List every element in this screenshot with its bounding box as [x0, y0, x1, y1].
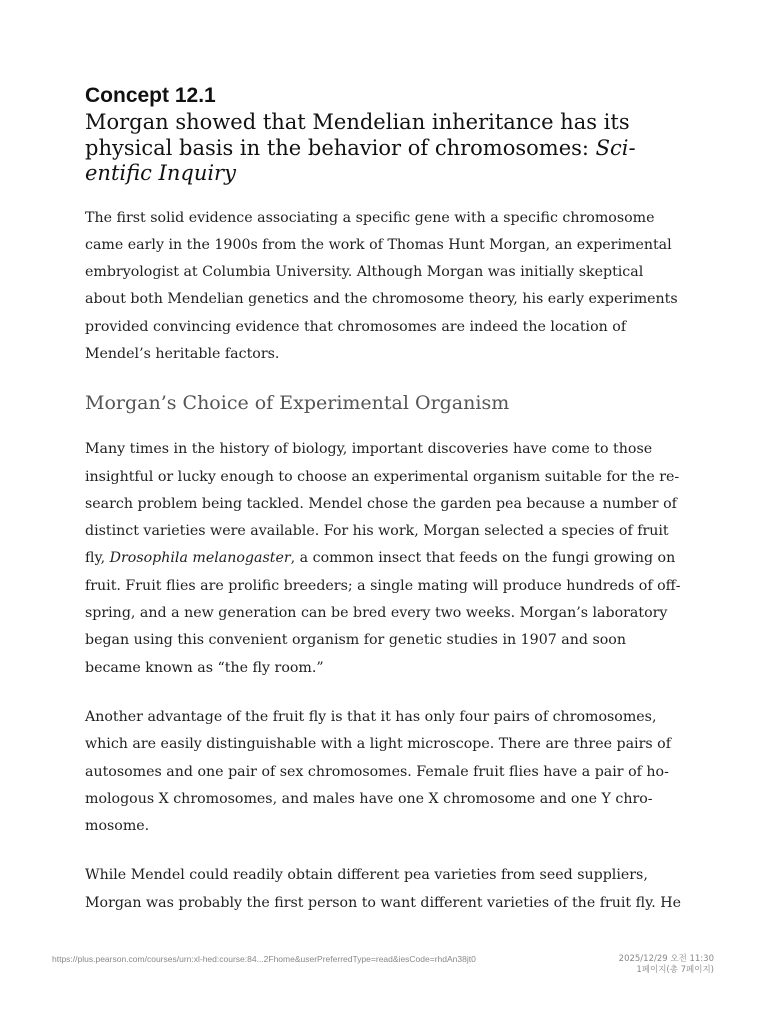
footer-datetime: 2025/12/29 오전 11:30: [618, 954, 714, 964]
paragraph-1-start: Many times in the history of biology, important discoveries have come to those insightful or lucky enough to choose an experimental organism suitable for the research problem being tackled. Mendel chose the garden pea because a number of distinct varieties were available. For his work, Morgan selected a species of fruit fly,: [85, 441, 680, 567]
page-content: [85, 82, 685, 939]
section-paragraph-2: Another advantage of the fruit fly is that it has only four pairs of chromosomes, which are easily distinguishable with a light microscope. There are three pairs of autosomes and one pair of sex chromosomes. Female fruit flies have a pair of homologous X chromosomes, and males have one X chromosome and one Y chromosome.: [85, 708, 671, 835]
section-heading: Morgan’s Choice of Experimental Organism: [85, 392, 510, 415]
concept-title-main: Morgan showed that Mendelian inheritance has its physical basis in the behavior of chromosomes:: [85, 110, 630, 160]
concept-label: Concept 12.1: [85, 84, 216, 107]
section-paragraph-1: [85, 436, 685, 682]
species-name: Drosophila melanogaster: [109, 550, 291, 567]
concept-title: [85, 110, 685, 187]
section-paragraph-3: While Mendel could readily obtain different pea varieties from seed suppliers, Morgan was probably the first person to want different varieties of the fruit fly. He: [85, 867, 682, 911]
concept-title-italic: Scientific Inquiry: [85, 135, 636, 185]
footer-page-number: 1페이지(총 7페이지): [636, 965, 714, 975]
footer-info: [619, 954, 714, 976]
intro-paragraph: The first solid evidence associating a specific gene with a specific chromosome came early in the 1900s from the work of Thomas Hunt Morgan, an experimental embryologist at Columbia University. Although Morgan was initially skeptical about both Mendelian genetics and the chromosome theory, his early experiments provided convincing evidence that chromosomes are indeed the location of Mendel’s heritable factors.: [85, 209, 678, 362]
paragraph-1-end: , a common insect that feeds on the fungi growing on fruit. Fruit flies are prolific breeders; a single mating will produce hundreds of offspring, and a new generation can be bred every two weeks. Morgan’s laboratory began using this convenient organism for genetic studies in 1907 and soon became known as “the fly room.”: [85, 550, 681, 676]
footer-url: https://plus.pearson.com/courses/urn:xl-hed:course:84...2Fhome&userPreferredType=read&iesCode=rhdAn38jt0: [52, 954, 476, 964]
